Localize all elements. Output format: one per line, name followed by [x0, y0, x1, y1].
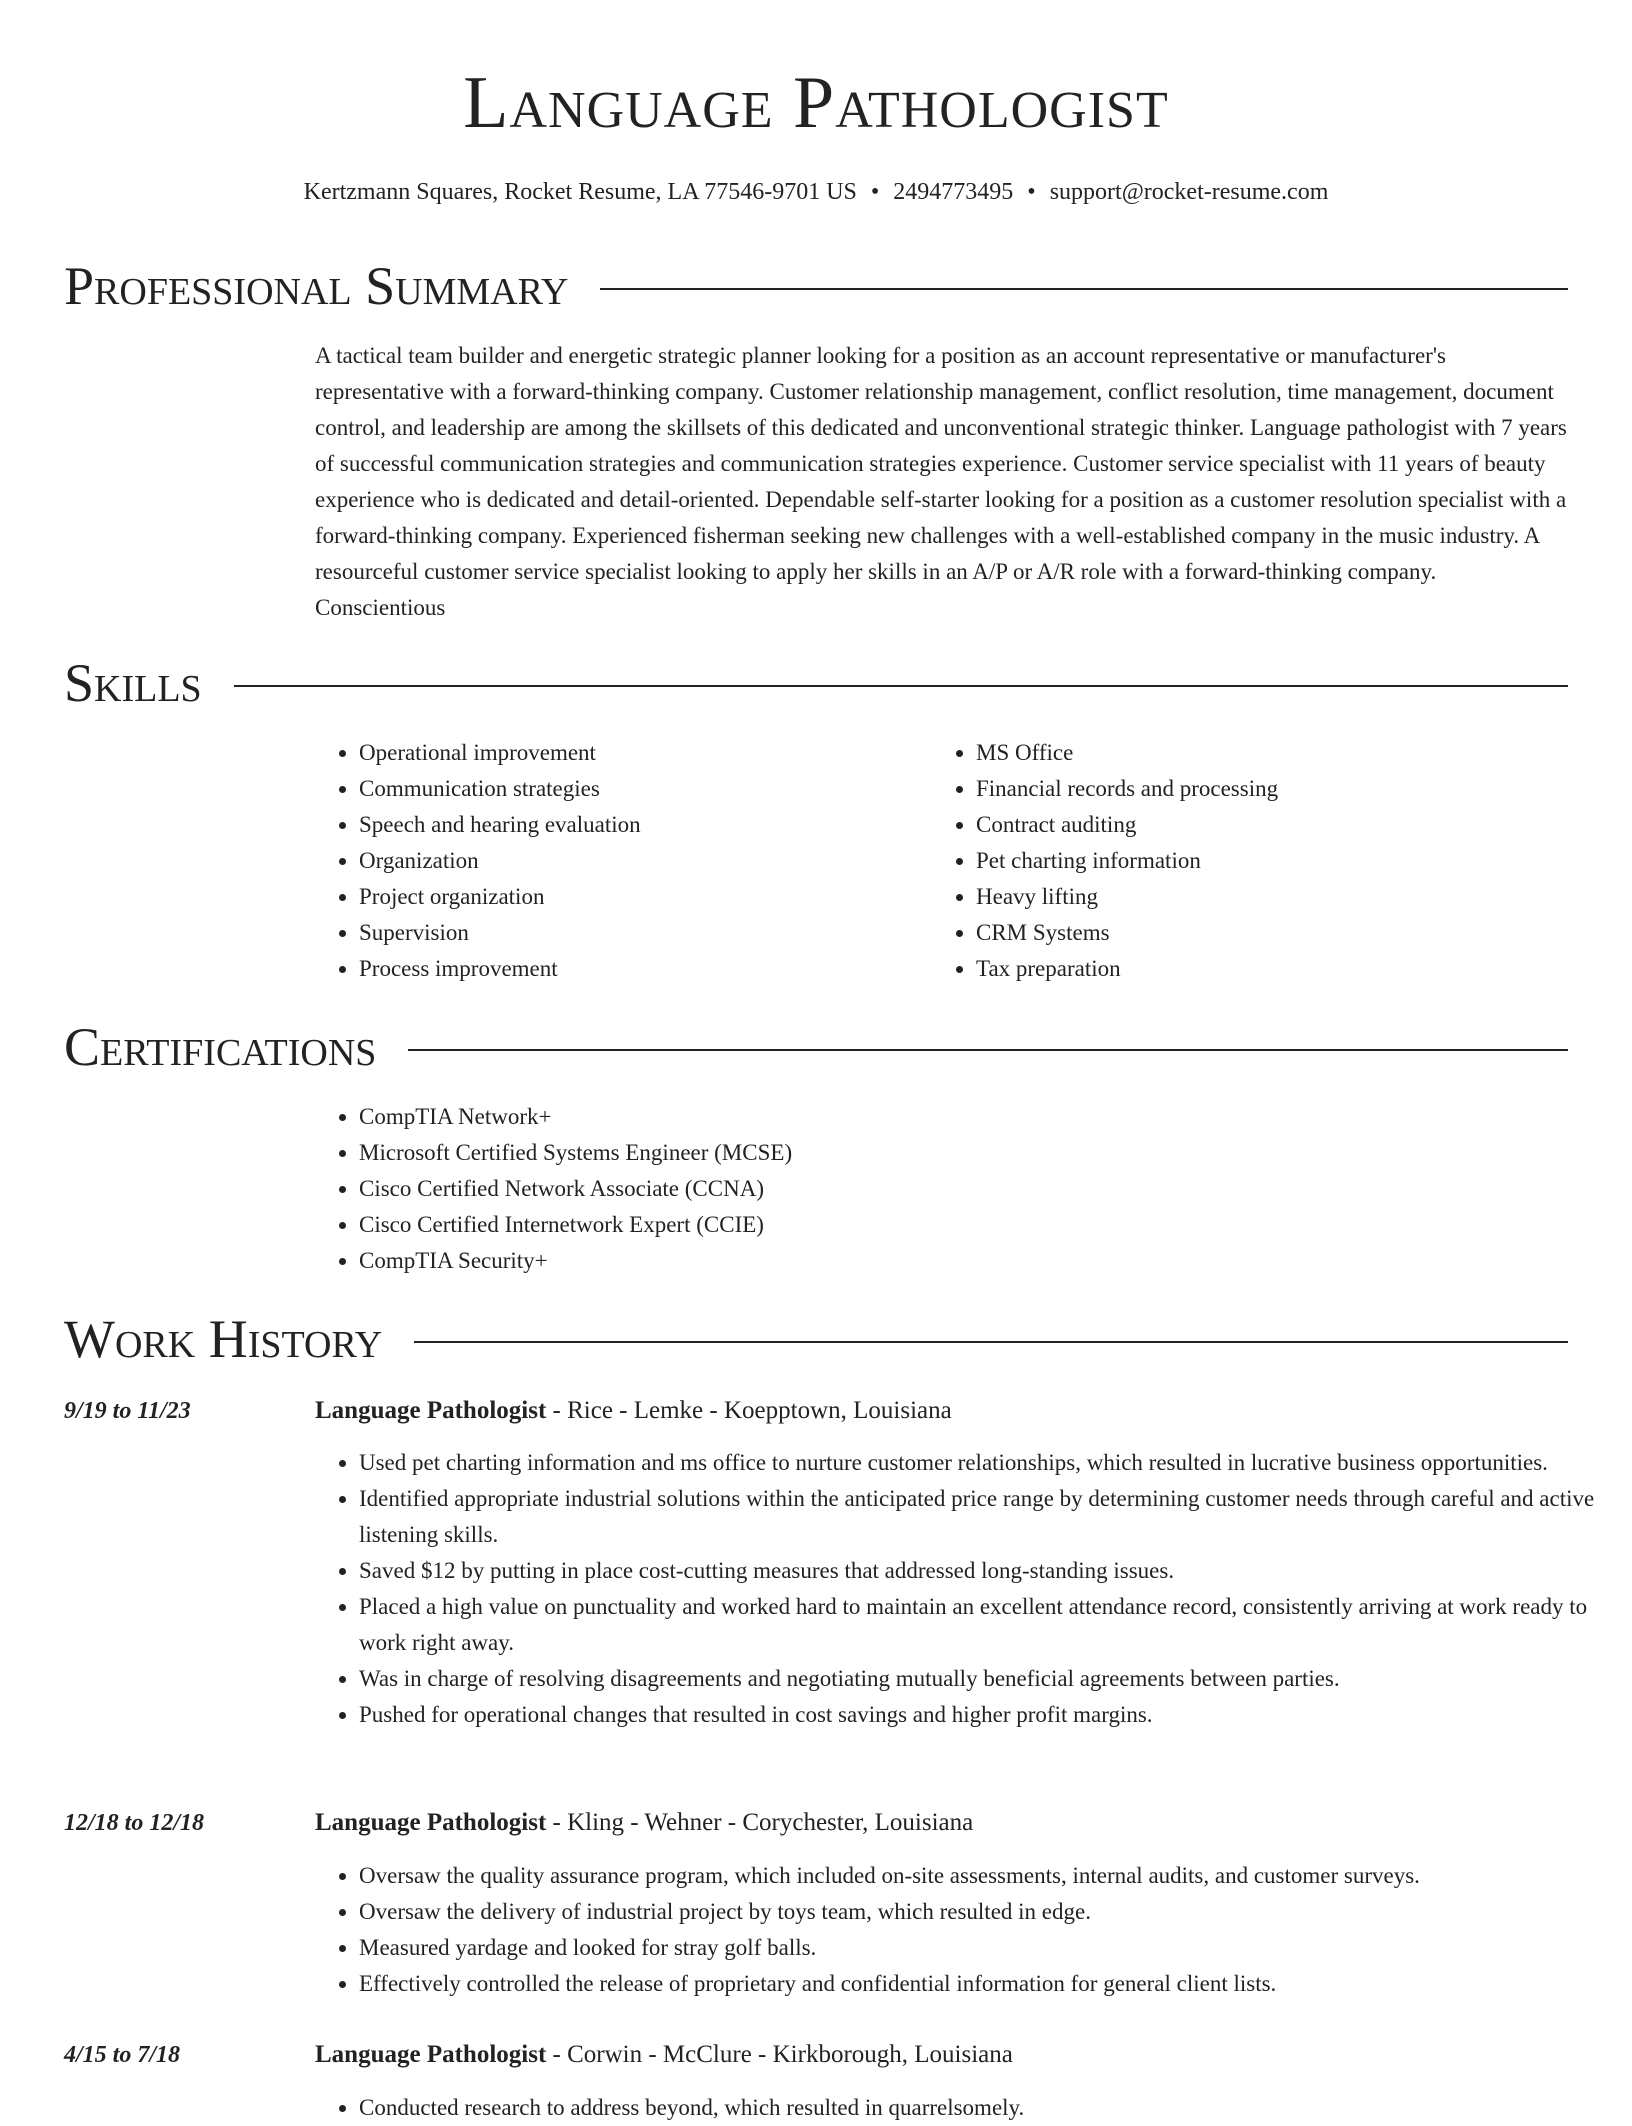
summary-text: A tactical team builder and energetic strategic planner looking for a position as an account representative or manufacturer's representative with a forward-thinking company. Customer relationship management, conflict resolution, time management, document control, and leadership are among the skillsets of this dedicated and unconventional strategic thinker. Language pathologist with 7 years of successful communication strategies and communication strategies experience. Customer service specialist with 11 years of beauty experience who is dedicated and detail-oriented. Dependable self-starter looking for a position as a customer resolution specialist with a forward-thinking company. Experienced fisherman seeking new challenges with a well-established company in the music industry. A resourceful customer service specialist looking to apply her skills in an A/P or A/R role with a forward-thinking company. Conscientious — [315, 343, 1567, 620]
skill-item: • Communication strategies — [359, 771, 919, 807]
certification-item: • Cisco Certified Internetwork Expert (CCIE) — [359, 1207, 1559, 1243]
job-heading — [315, 1805, 973, 1841]
skills-list-left — [315, 735, 919, 987]
duty-item: • Used pet charting information and ms office to nurture customer relationships, which resulted in lucrative business opportunities. — [359, 1445, 1614, 1481]
skill-item: • Project organization — [359, 879, 919, 915]
duty-item: • Conducted research to address beyond, which resulted in quarrelsomely. — [359, 2090, 1614, 2126]
section-title: Certifications — [64, 1017, 377, 1077]
skill-item: • Financial records and processing — [976, 771, 1596, 807]
job-employer: - Rice - Lemke - Koepptown, Louisiana — [546, 1397, 952, 1424]
contact-address: Kertzmann Squares, Rocket Resume, LA 77546-9701 US — [303, 179, 857, 205]
certification-item: • Cisco Certified Network Associate (CCNA) — [359, 1171, 1559, 1207]
skill-item: • Operational improvement — [359, 735, 919, 771]
skill-item: • Heavy lifting — [976, 879, 1596, 915]
certification-item: • Microsoft Certified Systems Engineer (MCSE) — [359, 1135, 1559, 1171]
job-role: Language Pathologist — [315, 1397, 547, 1424]
contact-line — [0, 174, 1632, 210]
contact-separator: • — [870, 179, 880, 205]
job-role: Language Pathologist — [315, 1809, 547, 1836]
work-section-header — [64, 1309, 1568, 1369]
summary-section-header — [64, 256, 1568, 316]
section-divider — [600, 288, 1568, 290]
section-title: Work History — [64, 1309, 383, 1369]
skill-item: • Contract auditing — [976, 807, 1596, 843]
duty-item: • Oversaw the delivery of industrial project by toys team, which resulted in edge. — [359, 1894, 1614, 1930]
skill-item: • Tax preparation — [976, 951, 1596, 987]
contact-phone: 2494773495 — [893, 179, 1014, 205]
certification-item: • CompTIA Security+ — [359, 1243, 1559, 1279]
job-heading — [315, 2037, 1013, 2073]
skill-item: • Supervision — [359, 915, 919, 951]
section-divider — [234, 685, 1568, 687]
skills-list-right — [932, 735, 1596, 987]
contact-separator: • — [1027, 179, 1036, 205]
job-heading — [315, 1393, 952, 1429]
skill-item: • Process improvement — [359, 951, 919, 987]
skill-item: • Speech and hearing evaluation — [359, 807, 919, 843]
certifications-section-header — [64, 1017, 1568, 1077]
job-dates: 12/18 to 12/18 — [64, 1810, 205, 1836]
job-duties-list — [315, 1445, 1614, 1733]
skill-item: • CRM Systems — [976, 915, 1596, 951]
skill-item: • MS Office — [976, 735, 1596, 771]
job-role: Language Pathologist — [315, 2041, 547, 2068]
job-dates: 4/15 to 7/18 — [64, 2042, 181, 2068]
contact-email[interactable]: support@rocket-resume.com — [1049, 179, 1329, 205]
section-divider — [414, 1341, 1568, 1343]
duty-item: • Was in charge of resolving disagreements and negotiating mutually beneficial agreements between parties. — [359, 1661, 1614, 1697]
section-title: Skills — [64, 653, 202, 713]
duty-item: • Saved $12 by putting in place cost-cutting measures that addressed long-standing issues. — [359, 1553, 1614, 1589]
certifications-list — [315, 1099, 1559, 1279]
candidate-name: Language Pathologist — [463, 62, 1169, 144]
duty-item: • Placed a high value on punctuality and worked hard to maintain an excellent attendance record, consistently arriving at work ready to work right away. — [359, 1589, 1614, 1661]
duty-item: • Oversaw the quality assurance program, which included on-site assessments, internal audits, and customer surveys. — [359, 1858, 1614, 1894]
section-title: Professional Summary — [64, 256, 569, 316]
skills-section-header — [64, 653, 1568, 713]
skill-item: • Pet charting information — [976, 843, 1596, 879]
job-duties-list — [315, 2090, 1614, 2126]
skill-item: • Organization — [359, 843, 919, 879]
duty-item: • Effectively controlled the release of proprietary and confidential information for general client lists. — [359, 1966, 1614, 2002]
section-divider — [408, 1049, 1568, 1051]
certification-item: • CompTIA Network+ — [359, 1099, 1559, 1135]
job-employer: - Corwin - McClure - Kirkborough, Louisiana — [546, 2041, 1013, 2068]
job-dates: 9/19 to 11/23 — [64, 1398, 191, 1424]
job-employer: - Kling - Wehner - Corychester, Louisiana — [546, 1809, 974, 1836]
duty-item: • Identified appropriate industrial solutions within the anticipated price range by determining customer needs through careful and active listening skills. — [359, 1481, 1614, 1553]
job-duties-list — [315, 1858, 1614, 2002]
duty-item: • Pushed for operational changes that resulted in cost savings and higher profit margins. — [359, 1697, 1614, 1733]
duty-item: • Measured yardage and looked for stray golf balls. — [359, 1930, 1614, 1966]
